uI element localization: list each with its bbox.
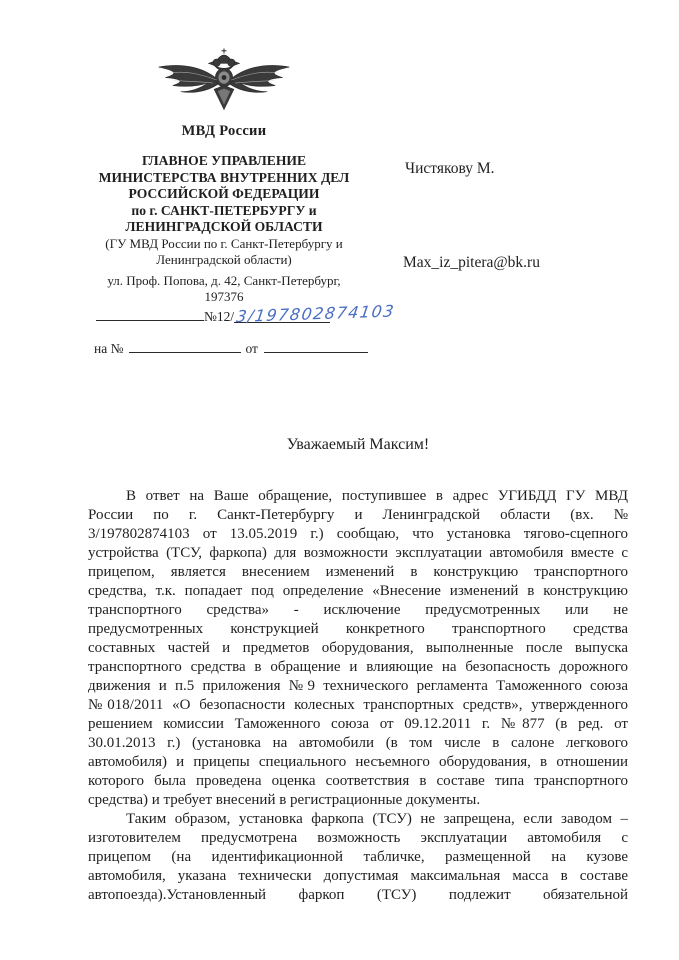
mvd-eagle-emblem-icon [58, 40, 390, 120]
blank-underline [96, 306, 204, 321]
org-name-line: ГЛАВНОЕ УПРАВЛЕНИЕ [141, 153, 307, 168]
body-line: автопоезда).Установленный фаркоп (ТСУ) подлежит обязательной [88, 887, 628, 903]
org-abbrev-line: (ГУ МВД России по г. Санкт-Петербургу и [105, 235, 343, 251]
body-line: транспортного средства в обращение и влияющие на безопасность дорожного [88, 659, 628, 675]
org-name-line: МИНИСТЕРСТВА ВНУТРЕННИХ ДЕЛ [98, 169, 350, 185]
org-name-line: РОССИЙСКОЙ ФЕДЕРАЦИИ [128, 186, 320, 201]
blank-underline [264, 338, 368, 353]
body-line: 3/197802874103 от 13.05.2019 г.) сообщаю, что установка тягово-сцепного [88, 526, 628, 542]
org-name-line: по г. САНКТ-ПЕТЕРБУРГУ и [131, 202, 317, 218]
body-line: устройства (ТСУ, фаркопа) для возможности эксплуатации автомобиля вместе с [88, 545, 628, 561]
body-line: прицепом (на идентификационной табличке, размещенной на кузове [88, 849, 628, 865]
outgoing-number-prefix: №12/ [204, 308, 235, 324]
body-line: предусмотренных конструкцией конкретного транспортного средства [88, 621, 628, 637]
body-line: России по г. Санкт-Петербургу и Ленинградской области (вх. № [88, 507, 628, 523]
org-short-name: МВД России [181, 123, 267, 139]
outgoing-number-underline [234, 300, 397, 326]
body-line: автомобиля) и прицепы специального несъемного оборудования, в отношении [88, 754, 628, 770]
body-line: Таким образом, установка фаркопа (ТСУ) не запрещена, если заводом – [126, 811, 628, 827]
body-line: прицепом, является внесением изменений в конструкцию транспортного [88, 564, 628, 580]
body-line: решением комиссии Таможенного союза от 09.12.2011 г. №877 (в ред. от [88, 716, 628, 732]
org-abbrev-line: Ленинградской области) [156, 251, 292, 267]
body-line: движения и п.5 приложения №9 технического регламента Таможенного союза [88, 678, 628, 694]
ref-ot-label: от [245, 340, 258, 356]
body-line: средства, т.к. попадает под определение «Внесение изменений в конструкцию [88, 583, 628, 599]
letterhead [58, 40, 397, 357]
org-name-line: ЛЕНИНГРАДСКОЙ ОБЛАСТИ [125, 219, 323, 234]
handwritten-outgoing-number: 3/197802874103 [235, 300, 397, 326]
body-line: транспортного средства» - исключение предусмотренных или не [88, 602, 628, 618]
body-line: 30.01.2013 г.) (установка на автомобили (в том числе в салоне легкового [88, 735, 628, 751]
recipient-name: Чистякову М. [405, 160, 495, 177]
body-line: автомобиля, указана технически допустимая максимальная масса в составе [88, 868, 628, 884]
org-address-street: ул. Проф. Попова, д. 42, Санкт-Петербург, [107, 272, 341, 288]
ref-na-label: на № [94, 340, 124, 356]
body-line: №018/2011 «О безопасности колесных транспортных средств», утвержденного [88, 697, 628, 713]
blank-underline [129, 338, 241, 353]
body-line: средства) и требует внесений в регистрационные документы. [88, 792, 481, 808]
org-address-zip: 197376 [204, 288, 244, 304]
org-abbrev-block [58, 236, 390, 268]
body-line: составных частей и предметов оборудования, выполненные после выпуска [88, 640, 628, 656]
reference-number-line [58, 338, 390, 357]
body-line: изготовителем предусмотрена возможность эксплуатации автомобиля с [88, 830, 628, 846]
salutation: Уважаемый Максим! [286, 436, 430, 453]
org-address [58, 273, 390, 305]
recipient-email: Max_iz_pitera@bk.ru [403, 254, 540, 271]
outgoing-number-line [58, 300, 397, 326]
letter-body [88, 487, 628, 905]
body-line: которого была проведена оценка соответствия в составе типа транспортного [88, 773, 628, 789]
body-line: В ответ на Ваше обращение, поступившее в адрес УГИБДД ГУ МВД [126, 488, 628, 504]
org-name-block [58, 153, 390, 236]
